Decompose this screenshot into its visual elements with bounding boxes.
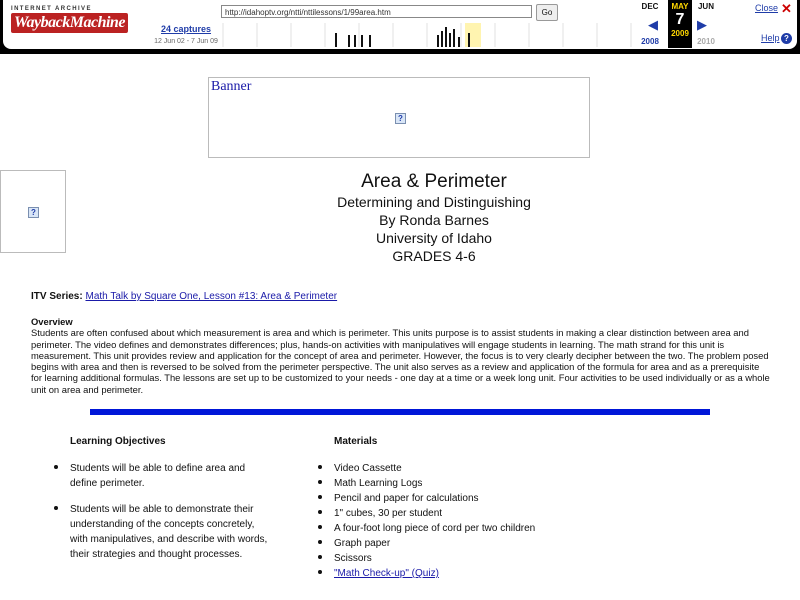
next-month-label[interactable]: JUN xyxy=(697,2,714,11)
banner-alt-text: Banner xyxy=(211,79,252,94)
list-item: Video Cassette xyxy=(334,461,594,476)
sparkline-grid xyxy=(223,23,631,47)
broken-image-icon: ? xyxy=(28,207,39,218)
itv-series xyxy=(31,291,337,302)
wayback-logo[interactable] xyxy=(11,6,125,42)
objectives-list xyxy=(70,461,270,573)
logo-wayback-text: WaybackMachine xyxy=(11,13,128,33)
list-item: Pencil and paper for calculations xyxy=(334,491,594,506)
logo-archive-text: INTERNET ARCHIVE xyxy=(11,6,92,12)
prev-arrow-icon[interactable]: ◀ xyxy=(648,17,658,32)
list-item xyxy=(334,566,594,581)
wayback-toolbar-panel xyxy=(3,0,797,49)
help-link[interactable]: Help xyxy=(761,33,780,43)
lesson-grades: GRADES 4-6 xyxy=(392,248,476,264)
materials-heading: Materials xyxy=(334,436,378,447)
capture-sparkline[interactable] xyxy=(221,23,633,47)
side-image-placeholder xyxy=(0,170,66,253)
capture-range: 12 Jun 02 - 7 Jun 09 xyxy=(154,38,218,45)
broken-image-icon: ? xyxy=(395,113,406,124)
list-item: Math Learning Logs xyxy=(334,476,594,491)
url-input[interactable]: http://idahoptv.org/ntti/nttilessons/1/99area.htm xyxy=(221,5,532,18)
list-item: Scissors xyxy=(334,551,594,566)
overview-section xyxy=(31,316,771,395)
lesson-header xyxy=(300,171,568,265)
current-day-label: 7 xyxy=(675,11,685,28)
banner-image-placeholder xyxy=(208,77,590,158)
prev-year-label[interactable]: 2008 xyxy=(641,37,659,46)
captures-link[interactable]: 24 captures xyxy=(160,24,212,34)
overview-heading: Overview xyxy=(31,316,73,327)
lesson-institution: University of Idaho xyxy=(376,230,492,246)
close-icon[interactable]: ✕ xyxy=(781,1,792,16)
list-item: A four-foot long piece of cord per two children xyxy=(334,521,594,536)
current-year-label: 2009 xyxy=(671,29,689,38)
next-year-label: 2010 xyxy=(697,37,715,46)
list-item: Students will be able to demonstrate their understanding of the concepts concretely, with manipulatives, and describe with words, their strategies and thought processes. xyxy=(70,502,270,562)
list-item: Students will be able to define area and define perimeter. xyxy=(70,461,270,491)
itv-label: ITV Series: xyxy=(31,291,83,302)
lesson-author: By Ronda Barnes xyxy=(379,212,489,228)
lesson-subtitle: Determining and Distinguishing xyxy=(337,194,531,210)
go-button[interactable]: Go xyxy=(536,4,558,21)
wayback-toolbar xyxy=(0,0,800,54)
page-title: Area & Perimeter xyxy=(361,171,507,192)
sparkline-bars xyxy=(335,27,470,47)
overview-text: Students are often confused about which measurement is area and which is perimeter. This units purpose is to assist students in making a clear distinction between area and perimeter. The video defines and demonstrates differences; plus, hands-on activities with manipulatives will engage students in learning. The math strand for this unit is measurement. This unit provides review and application for the concept of area and perimeter. However, the focus is to very clearly decipher between the two. The problem posed begins with area and then is reversed to be solved from the perimeter perspective. The unit also serves as a review and application of the formula for area and as a prerequisite for learning additional formulas. The lessons are set up to be customized to your needs - one day at a time or a week long unit. Four activities to be used individually or as a whole unit on area and perimeter. xyxy=(31,327,770,395)
objectives-heading: Learning Objectives xyxy=(70,436,166,447)
close-link[interactable]: Close xyxy=(755,3,779,13)
materials-list xyxy=(334,461,594,581)
itv-series-link[interactable]: Math Talk by Square One, Lesson #13: Area & Perimeter xyxy=(85,291,338,302)
help-icon[interactable]: ? xyxy=(781,33,792,44)
current-year-highlight xyxy=(465,23,481,47)
list-item: 1" cubes, 30 per student xyxy=(334,506,594,521)
current-month-label: MAY xyxy=(671,2,689,11)
list-item: Graph paper xyxy=(334,536,594,551)
next-arrow-icon[interactable]: ▶ xyxy=(697,17,707,32)
current-date xyxy=(668,0,692,48)
section-divider xyxy=(90,409,710,415)
quiz-link[interactable]: "Math Check-up" (Quiz) xyxy=(334,568,439,579)
prev-month-label[interactable]: DEC xyxy=(641,2,659,11)
